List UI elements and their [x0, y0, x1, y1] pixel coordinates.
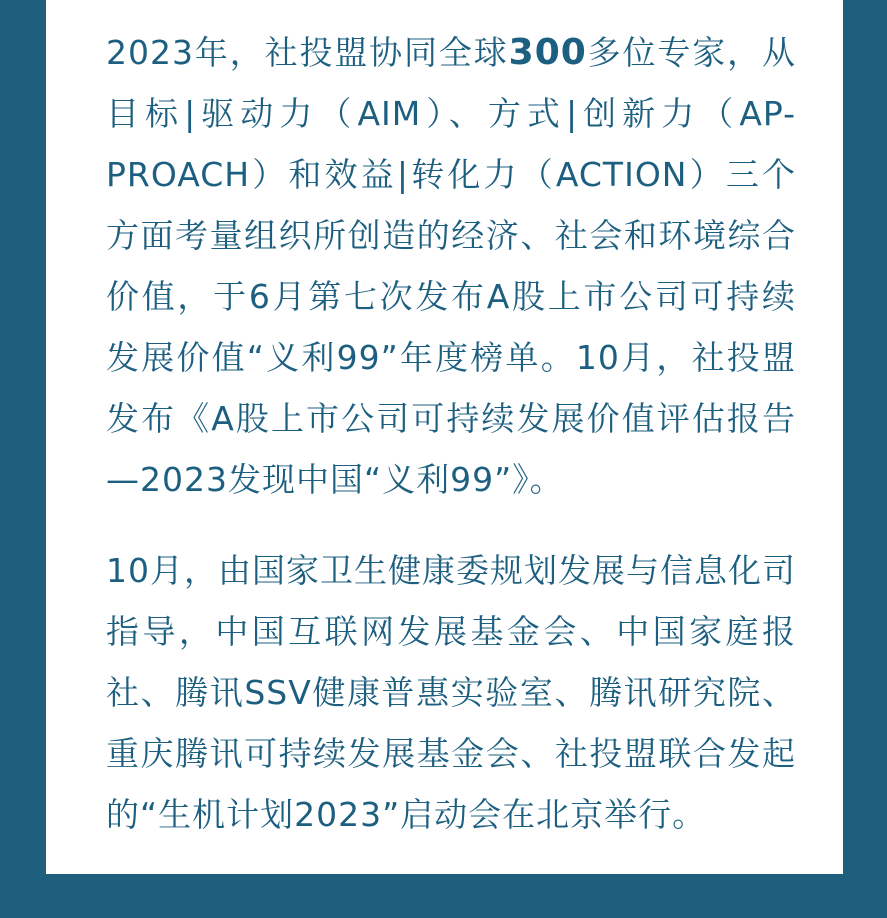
content-card: [46, 0, 843, 874]
paragraph-body-text: 多位专家，从目标|驱动力（AIM）、方式|创新力（AP-PROACH）和效益|转化力（ACTION）三个方面考量组织所创造的经济、社会和环境综合价值，于6月第七次发布A股上市公司可持续发展价值“义利99”年度榜单。10月，社投盟发布《A股上市公司可持续发展价值评估报告—2023发现中国“义利99”》。: [106, 33, 797, 499]
expert-count-highlight: 300: [508, 32, 587, 73]
paragraph-aim-99-ranking: [106, 22, 796, 510]
paragraph-vitality-plan: 10月，由国家卫生健康委规划发展与信息化司指导，中国互联网发展基金会、中国家庭报社、腾讯SSV健康普惠实验室、腾讯研究院、重庆腾讯可持续发展基金会、社投盟联合发起的“生机计划2023”启动会在北京举行。: [106, 551, 796, 834]
paragraph-intro-text: 2023年，社投盟协同全球: [106, 33, 509, 72]
